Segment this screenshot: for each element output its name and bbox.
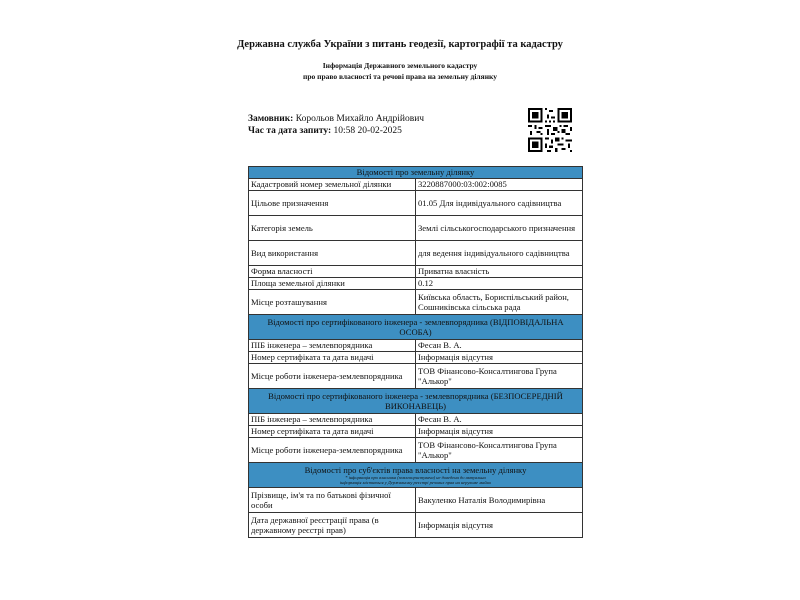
row-value: Київська область, Бориспільський район, Сошниківська сільська рада	[416, 290, 583, 315]
customer-label: Замовник:	[248, 114, 294, 124]
table-row	[249, 488, 583, 513]
row-label: Площа земельної ділянки	[249, 278, 416, 290]
subtitle-line-1: Інформація Державного земельного кадастру	[322, 61, 478, 70]
table-row	[249, 364, 583, 389]
table-row	[249, 241, 583, 266]
qr-code-icon	[528, 108, 572, 152]
row-label: Кадастровий номер земельної ділянки	[249, 179, 416, 191]
section-land-plot	[249, 167, 583, 179]
table-row	[249, 438, 583, 463]
document-title: Державна служба України з питань геодезії, картографії та кадастру	[237, 39, 563, 50]
section-owners	[249, 463, 583, 488]
section-title: Відомості про сертифікованого інженера - землевпорядника (БЕЗПОСЕРЕДНІЙ ВИКОНАВЕЦЬ)	[249, 389, 583, 414]
section-title: Відомості про сертифікованого інженера - землевпорядника (ВІДПОВІДАЛЬНА ОСОБА)	[249, 315, 583, 340]
row-value: для ведення індивідуального садівництва	[416, 241, 583, 266]
row-value: Інформація відсутня	[416, 352, 583, 364]
section-note-line-1: * інформація про власника (землекористувача) не доведена до актуальна	[345, 475, 486, 481]
section-note-line-2: інформація міститься у Державному реєстрі речових прав на нерухоме майно	[339, 480, 492, 486]
document-subtitle	[0, 60, 800, 82]
row-label: Вид використання	[249, 241, 416, 266]
row-label: ПІБ інженера – землевпорядника	[249, 340, 416, 352]
row-value: Приватна власність	[416, 266, 583, 278]
row-value: 01.05 Для індивідуального садівництва	[416, 191, 583, 216]
row-label: Категорія земель	[249, 216, 416, 241]
row-label: Прізвище, ім'я та по батькові фізичної особи	[249, 488, 416, 513]
row-value: 0.12	[416, 278, 583, 290]
request-time-line	[248, 126, 402, 136]
section-engineer-executor	[249, 389, 583, 414]
table-row	[249, 352, 583, 364]
customer-value: Корольов Михайло Андрійович	[295, 114, 425, 124]
subtitle-line-2: про право власності та речові права на земельну ділянку	[303, 72, 497, 81]
row-value: Інформація відсутня	[416, 513, 583, 538]
row-label: ПІБ інженера – землевпорядника	[249, 414, 416, 426]
cadastre-info-table	[248, 166, 583, 538]
row-value: 3220887000:03:002:0085	[416, 179, 583, 191]
section-engineer-responsible	[249, 315, 583, 340]
row-value: Фесан В. А.	[416, 414, 583, 426]
row-label: Місце роботи інженера-землевпорядника	[249, 438, 416, 463]
row-value: Інформація відсутня	[416, 426, 583, 438]
row-value: Фесан В. А.	[416, 340, 583, 352]
table-row	[249, 179, 583, 191]
table-row	[249, 290, 583, 315]
section-title: Відомості про земельну ділянку	[249, 167, 583, 179]
table-row	[249, 513, 583, 538]
row-label: Цільове призначення	[249, 191, 416, 216]
table-row	[249, 191, 583, 216]
request-time-label: Час та дата запиту:	[248, 126, 332, 136]
row-label: Місце розташування	[249, 290, 416, 315]
table-row	[249, 340, 583, 352]
table-row	[249, 426, 583, 438]
row-label: Форма власності	[249, 266, 416, 278]
table-row	[249, 266, 583, 278]
row-value: ТОВ Фінансово-Консалтингова Група "Алькор"	[416, 364, 583, 389]
row-label: Місце роботи інженера-землевпорядника	[249, 364, 416, 389]
row-label: Дата державної реєстрації права (в державному реєстрі прав)	[249, 513, 416, 538]
row-label: Номер сертифіката та дата видачі	[249, 426, 416, 438]
table-row	[249, 414, 583, 426]
row-value: ТОВ Фінансово-Консалтингова Група "Алькор"	[416, 438, 583, 463]
request-time-value: 10:58 20-02-2025	[333, 126, 402, 136]
table-row	[249, 278, 583, 290]
customer-line	[248, 114, 424, 124]
section-title-cell	[249, 463, 583, 488]
row-label: Номер сертифіката та дата видачі	[249, 352, 416, 364]
table-row	[249, 216, 583, 241]
row-value: Землі сільськогосподарського призначення	[416, 216, 583, 241]
section-title: Відомості про суб'єктів права власності на земельну ділянку	[304, 464, 527, 475]
row-value: Вакуленко Наталія Володимирівна	[416, 488, 583, 513]
